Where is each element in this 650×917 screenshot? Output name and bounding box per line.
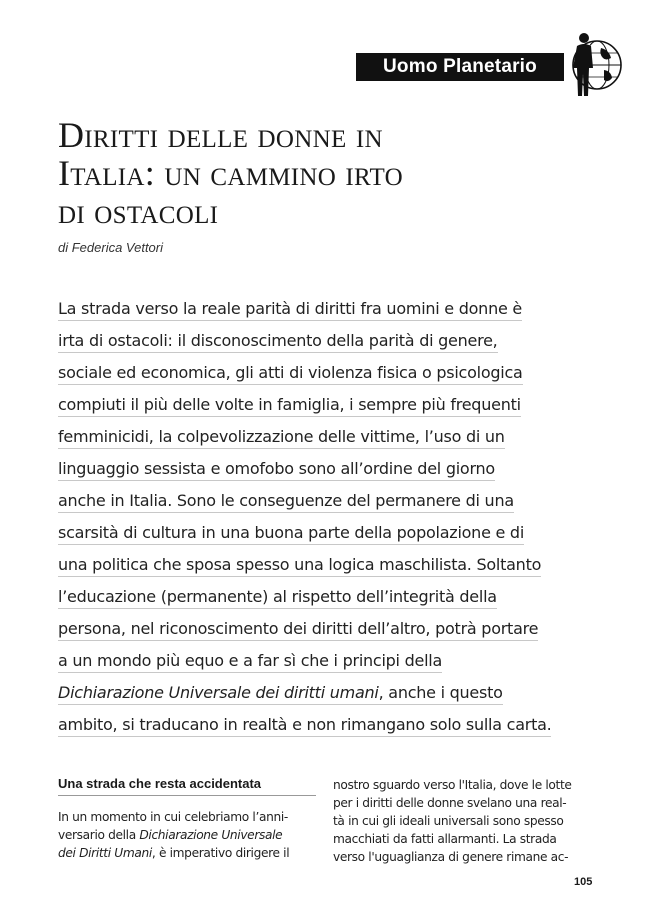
intro-line: persona, nel riconoscimento dei diritti dell’altro, potrà portare: [58, 619, 538, 641]
intro-line: linguaggio sessista e omofobo sono all’ordine del giorno: [58, 459, 495, 481]
title-line: Italia: un cammino irto: [58, 153, 403, 193]
intro-line: scarsità di cultura in una buona parte della popolazione e di: [58, 523, 524, 545]
byline: di Federica Vettori: [58, 240, 164, 255]
section-heading: Una strada che resta accidentata: [58, 776, 316, 796]
page-number: 105: [574, 876, 593, 888]
body-line: macchiati da fatti allarmanti. La strada: [333, 832, 557, 846]
body-line: , è imperativo dirigere il: [151, 846, 290, 860]
body-line: tà in cui gli ideali universali sono spesso: [333, 814, 564, 828]
article-title: [58, 116, 578, 230]
intro-italic-title: Dichiarazione Universale dei diritti umani: [58, 683, 379, 702]
intro-line: anche in Italia. Sono le conseguenze del permanere di una: [58, 491, 514, 513]
title-line: Diritti delle donne in: [58, 115, 383, 155]
body-line: nostro sguardo verso l'Italia, dove le lotte: [333, 778, 572, 792]
intro-line: irta di ostacoli: il disconoscimento della parità di genere,: [58, 331, 498, 353]
intro-line: , anche i questo: [378, 683, 503, 702]
intro-line: sociale ed economica, gli atti di violenza fisica o psicologica: [58, 363, 523, 385]
intro-line: a un mondo più equo e a far sì che i principi della: [58, 651, 442, 673]
intro-line: compiuti il più delle volte in famiglia, i sempre più frequenti: [58, 395, 521, 417]
body-italic: dei Diritti Umani: [58, 846, 152, 860]
section-label: Uomo Planetario: [356, 53, 564, 81]
globe-man-icon: [564, 30, 624, 102]
intro-line: femminicidi, la colpevolizzazione delle vittime, l’uso di un: [58, 427, 505, 449]
intro-line: l’educazione (permanente) al rispetto dell’integrità della: [58, 587, 497, 609]
body-column-left: [58, 808, 320, 862]
intro-paragraph: [58, 293, 598, 741]
body-italic: Dichiarazione Universale: [139, 828, 283, 842]
title-line: di ostacoli: [58, 191, 219, 231]
body-line: verso l'uguaglianza di genere rimane ac-: [333, 850, 569, 864]
body-line: In un momento in cui celebriamo l’anni-: [58, 810, 288, 824]
body-line: per i diritti delle donne svelano una real-: [333, 796, 567, 810]
intro-line: una politica che sposa spesso una logica maschilista. Soltanto: [58, 555, 541, 577]
body-line: versario della: [58, 828, 140, 842]
intro-line: La strada verso la reale parità di diritti fra uomini e donne è: [58, 299, 522, 321]
body-column-right: [333, 776, 597, 866]
intro-line: ambito, si traducano in realtà e non rimangano solo sulla carta.: [58, 715, 551, 737]
